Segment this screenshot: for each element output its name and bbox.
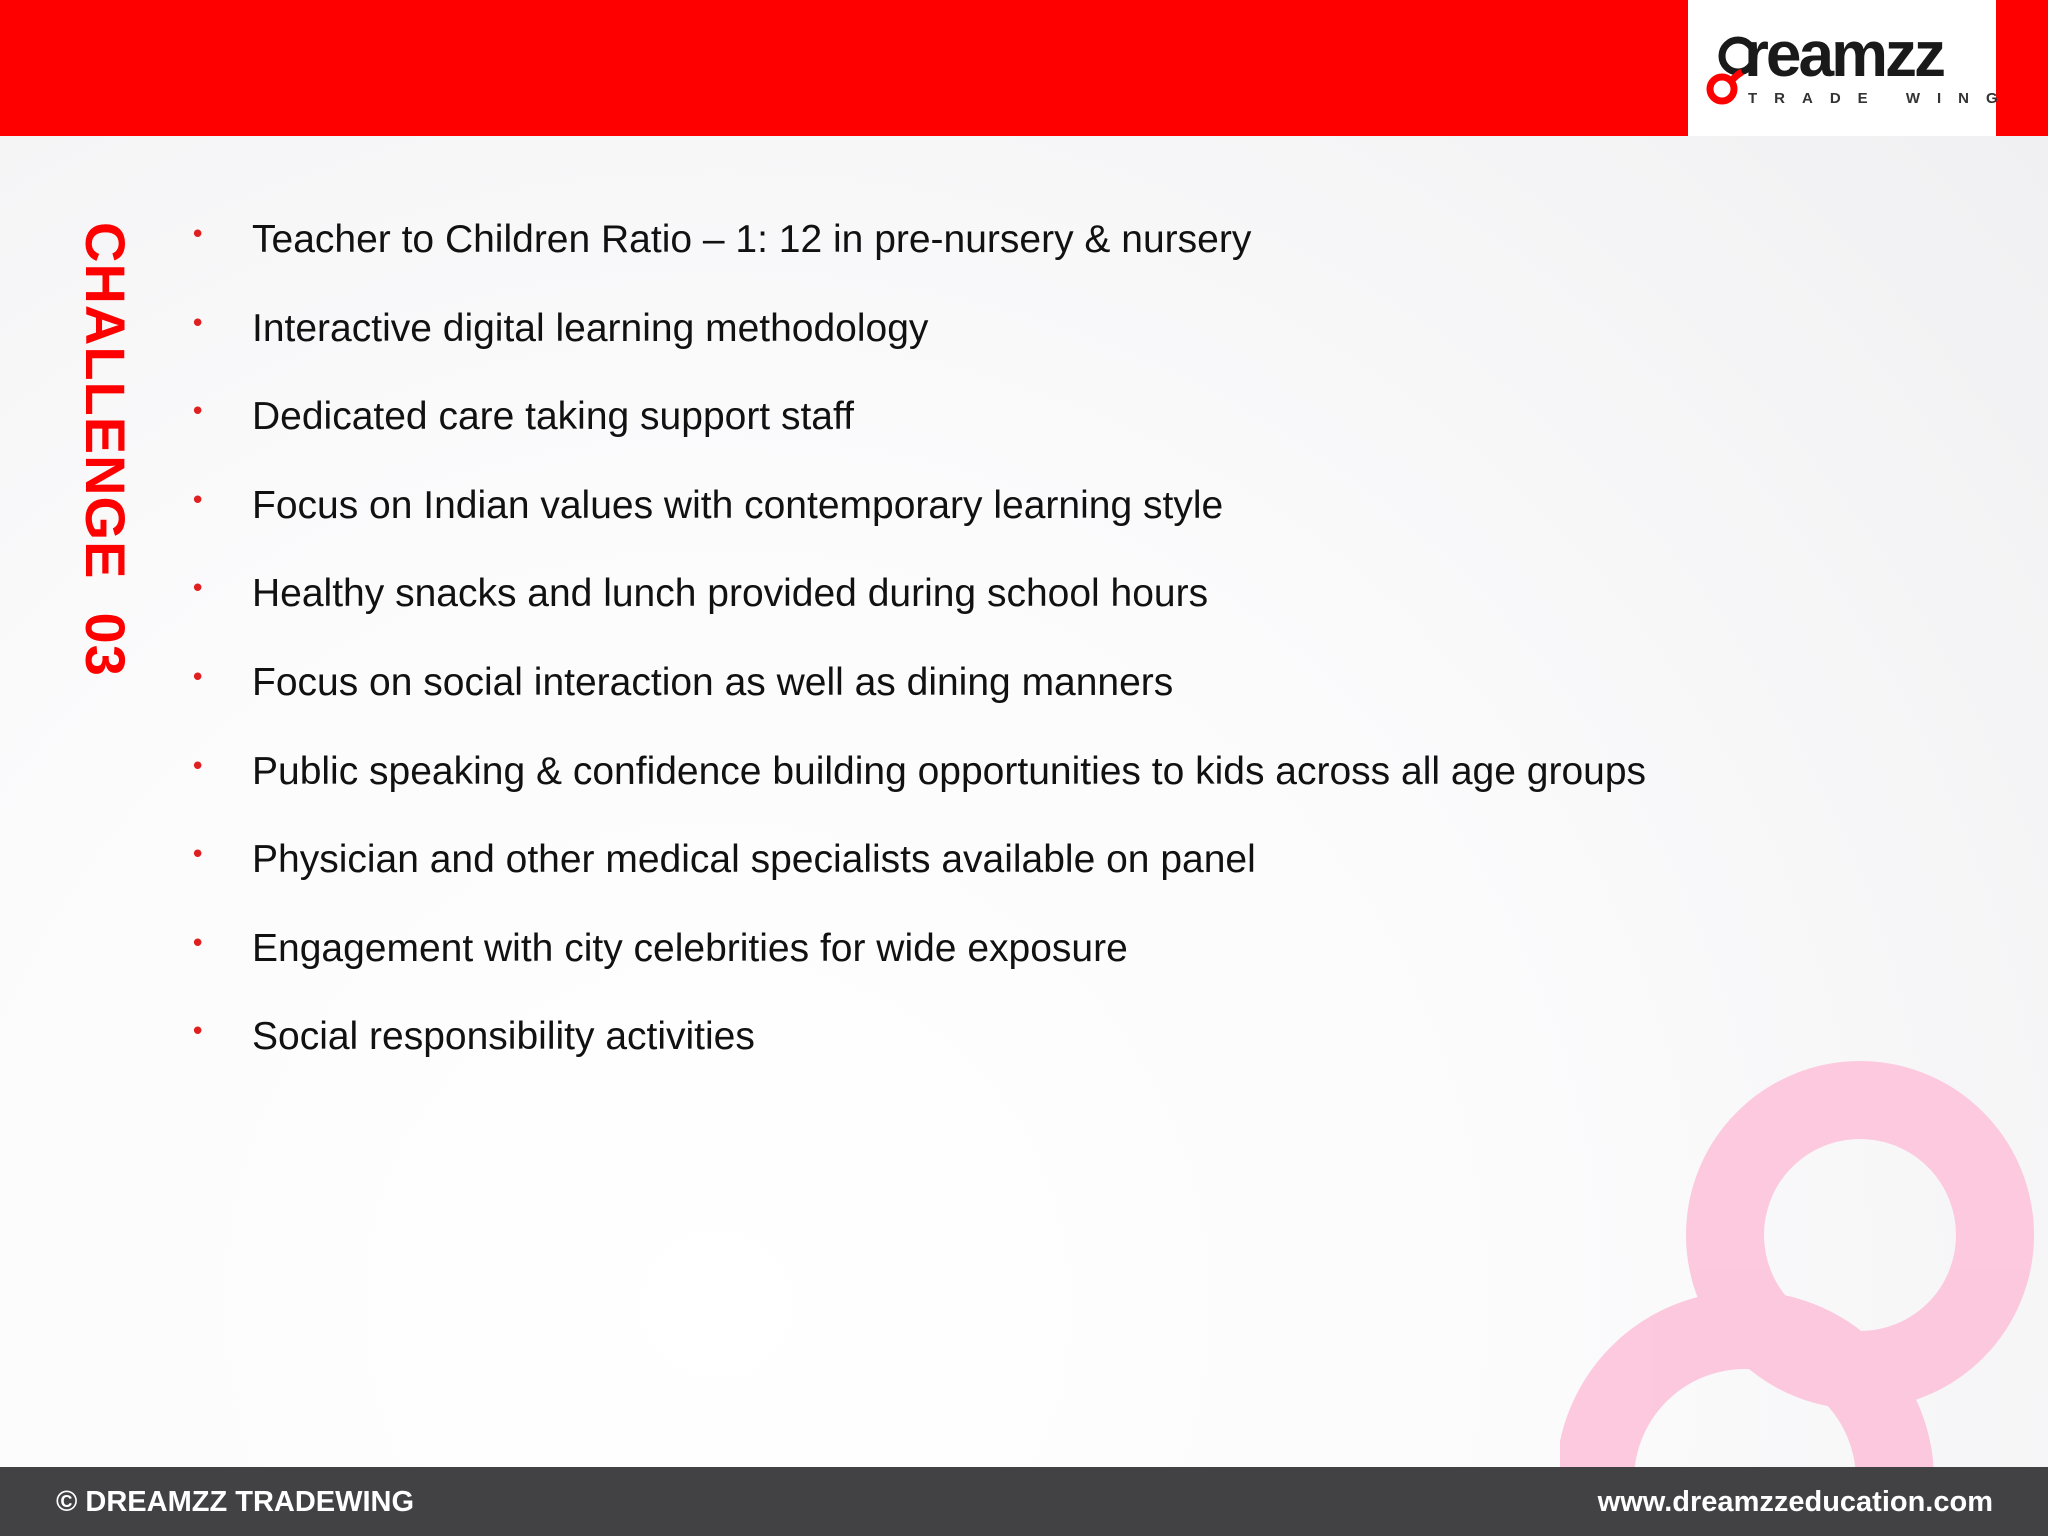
bullet-text: Teacher to Children Ratio – 1: 12 in pre-nursery & nursery — [252, 218, 1252, 261]
bullet-dot-icon: • — [190, 662, 206, 693]
bullet-dot-icon: • — [190, 751, 206, 782]
bullet-text: Dedicated care taking support staff — [252, 395, 854, 439]
logo-wordmark: reamzz — [1744, 18, 1943, 90]
bullet-text: Interactive digital learning methodology — [252, 306, 929, 350]
footer-copyright: © DREAMZZ TRADEWING — [56, 1486, 415, 1518]
bullet-text: Public speaking & confidence building opportunities to kids across all age groups — [252, 749, 1647, 793]
side-title-container — [70, 222, 140, 702]
footer-bar — [0, 1467, 2048, 1536]
bullet-text: Social responsibility activities — [252, 1015, 755, 1059]
bullet-text: Focus on social interaction as well as dining manners — [252, 660, 1174, 704]
bullet-dot-icon: • — [190, 1017, 206, 1048]
bullet-text: Physician and other medical specialists available on panel — [252, 838, 1256, 882]
bullet-dot-icon: • — [190, 574, 206, 605]
logo — [1688, 0, 2015, 136]
bullet-dot-icon: • — [190, 220, 206, 250]
header-bar — [0, 0, 1688, 136]
bullet-dot-icon: • — [190, 928, 206, 959]
footer-website: www.dreamzzeducation.com — [1597, 1486, 1993, 1518]
side-title: CHALLENGE 03 — [74, 222, 137, 677]
bullet-dot-icon: • — [190, 485, 206, 516]
bullet-dot-icon: • — [190, 397, 206, 428]
bullet-dot-icon: • — [190, 308, 206, 339]
header-bar-right — [1996, 0, 2048, 136]
bullet-dot-icon: • — [190, 840, 206, 871]
logo-tagline: TRADE WING — [1748, 90, 2015, 107]
bullet-text: Focus on Indian values with contemporary learning style — [252, 483, 1224, 527]
decorative-infinity-icon — [1560, 1030, 2048, 1467]
bullet-text: Engagement with city celebrities for wide exposure — [252, 926, 1128, 970]
bullet-text: Healthy snacks and lunch provided during school hours — [252, 572, 1209, 616]
